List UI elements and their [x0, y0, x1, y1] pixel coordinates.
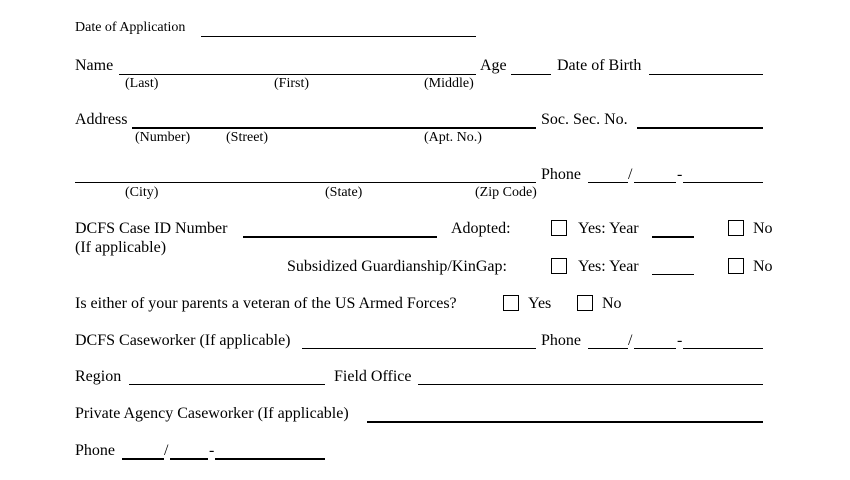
subsidized-no-label: No — [753, 258, 773, 275]
adopted-no-label: No — [753, 220, 773, 237]
phone-prefix-field[interactable] — [634, 182, 676, 183]
caseworker-phone-number-field[interactable] — [683, 348, 763, 349]
caseworker-phone-area-code-field[interactable] — [588, 348, 628, 349]
veteran-yes-label: Yes — [528, 295, 552, 312]
adopted-yes-year-label: Yes: Year — [578, 220, 639, 237]
dcfs-caseworker-label: DCFS Caseworker (If applicable) — [75, 332, 291, 349]
veteran-no-checkbox[interactable] — [577, 295, 593, 311]
date-of-birth-field[interactable] — [649, 74, 763, 75]
phone-dash: - — [677, 166, 683, 183]
state-sublabel: (State) — [325, 185, 363, 200]
private-agency-caseworker-field[interactable] — [367, 421, 763, 423]
address-street-sublabel: (Street) — [226, 130, 268, 145]
phone-row-area-code-field[interactable] — [122, 458, 164, 460]
adopted-no-checkbox[interactable] — [728, 220, 744, 236]
caseworker-phone-dash: - — [677, 332, 683, 349]
phone-number-field[interactable] — [683, 182, 763, 183]
date-of-birth-label: Date of Birth — [557, 57, 642, 74]
ssn-label: Soc. Sec. No. — [541, 111, 628, 128]
field-office-label: Field Office — [334, 368, 412, 385]
region-field[interactable] — [129, 384, 325, 385]
caseworker-phone-label: Phone — [541, 332, 581, 349]
subsidized-yes-checkbox[interactable] — [551, 258, 567, 274]
subsidized-guardianship-label: Subsidized Guardianship/KinGap: — [287, 258, 507, 275]
city-state-zip-field[interactable] — [75, 182, 536, 183]
subsidized-yes-year-label: Yes: Year — [578, 258, 639, 275]
phone-row-number-field[interactable] — [215, 458, 325, 460]
field-office-field[interactable] — [418, 384, 763, 385]
address-number-sublabel: (Number) — [135, 130, 191, 145]
name-middle-sublabel: (Middle) — [424, 76, 474, 91]
caseworker-phone-prefix-field[interactable] — [634, 348, 676, 349]
age-field[interactable] — [511, 74, 551, 75]
zip-sublabel: (Zip Code) — [475, 185, 537, 200]
address-apt-sublabel: (Apt. No.) — [424, 130, 482, 145]
phone-slash: / — [628, 166, 633, 183]
veteran-question: Is either of your parents a veteran of the US Armed Forces? — [75, 295, 457, 312]
age-label: Age — [480, 57, 507, 74]
phone-row-prefix-field[interactable] — [170, 458, 208, 460]
dcfs-case-id-field[interactable] — [243, 236, 437, 238]
dcfs-case-id-sublabel: (If applicable) — [75, 239, 167, 256]
adopted-year-field[interactable] — [652, 236, 694, 238]
phone-row-slash: / — [164, 442, 169, 459]
address-field[interactable] — [132, 127, 536, 129]
subsidized-no-checkbox[interactable] — [728, 258, 744, 274]
name-label: Name — [75, 57, 114, 74]
adopted-label: Adopted: — [451, 220, 511, 237]
private-agency-caseworker-label: Private Agency Caseworker (If applicable) — [75, 405, 349, 422]
phone-row-dash: - — [209, 442, 215, 459]
name-field[interactable] — [119, 74, 476, 75]
address-label: Address — [75, 111, 128, 128]
caseworker-phone-slash: / — [628, 332, 633, 349]
name-first-sublabel: (First) — [274, 76, 309, 91]
subsidized-year-field[interactable] — [652, 274, 694, 275]
name-last-sublabel: (Last) — [125, 76, 159, 91]
phone-label: Phone — [541, 166, 581, 183]
region-label: Region — [75, 368, 122, 385]
dcfs-caseworker-field[interactable] — [302, 348, 536, 349]
date-of-application-label: Date of Application — [75, 20, 186, 35]
phone-area-code-field[interactable] — [588, 182, 628, 183]
ssn-field[interactable] — [637, 127, 763, 129]
phone-row-label: Phone — [75, 442, 115, 459]
date-of-application-field[interactable] — [201, 36, 476, 37]
city-sublabel: (City) — [125, 185, 159, 200]
dcfs-case-id-label: DCFS Case ID Number — [75, 220, 228, 237]
adopted-yes-checkbox[interactable] — [551, 220, 567, 236]
veteran-yes-checkbox[interactable] — [503, 295, 519, 311]
veteran-no-label: No — [602, 295, 622, 312]
